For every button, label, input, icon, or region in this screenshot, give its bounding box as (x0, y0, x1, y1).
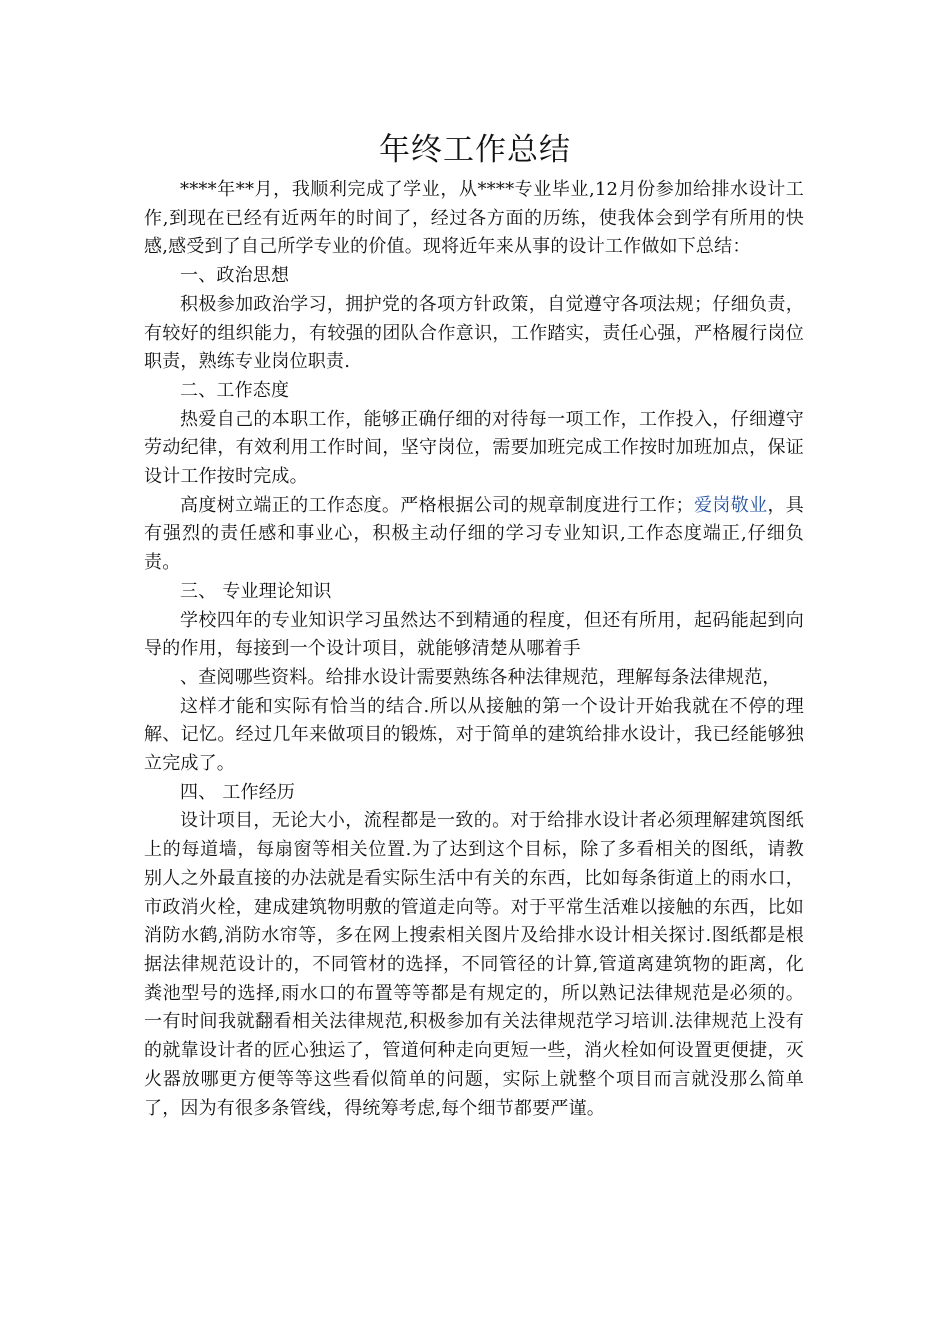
section-theory-paragraph-1: 学校四年的专业知识学习虽然达不到精通的程度，但还有所用，起码能起到向导的作用，每接到一个设计项目，就能够清楚从哪着手 (144, 609, 804, 660)
section-theory-paragraph-3: 这样才能和实际有恰当的结合.所以从接触的第一个设计开始我就在不停的理解、记忆。经过几年来做项目的锻炼，对于简单的建筑给排水设计，我已经能够独立完成了。 (144, 695, 804, 775)
dedication-link[interactable]: 爱岗敬业 (693, 494, 768, 516)
intro-paragraph: ****年**月，我顺利完成了学业，从****专业毕业,12月份参加给排水设计工作,到现在已经有近两年的时间了，经过各方面的历练，使我体会到学有所用的快感,感受到了自己所学专业的价值。现将近年来从事的设计工作做如下总结： (144, 179, 804, 258)
section-politics-paragraph: 积极参加政治学习，拥护党的各项方针政策，自觉遵守各项法规；仔细负责，有较好的组织能力，有较强的团队合作意识，工作踏实，责任心强，严格履行岗位职责，熟练专业岗位职责. (144, 293, 804, 373)
section-attitude-paragraph-2 (144, 492, 804, 578)
attitude-text-before-link: 高度树立端正的工作态度。严格根据公司的规章制度进行工作； (180, 494, 694, 516)
section-heading-politics: 一、政治思想 (180, 265, 290, 287)
document-body (144, 176, 804, 1123)
page-title: 年终工作总结 (379, 132, 571, 168)
section-heading-attitude: 二、工作态度 (180, 379, 290, 401)
section-attitude-paragraph-1: 热爱自己的本职工作，能够正确仔细的对待每一项工作，工作投入，仔细遵守劳动纪律，有效利用工作时间，坚守岗位，需要加班完成工作按时加班加点，保证设计工作按时完成。 (144, 408, 804, 488)
section-heading-experience: 四、 工作经历 (180, 781, 296, 803)
attitude-text-after-link: ，具有强烈的责任感和事业心，积极主动仔细的学习专业知识,工作态度端正,仔细负责。 (144, 494, 804, 574)
section-experience-paragraph: 设计项目，无论大小，流程都是一致的。对于给排水设计者必须理解建筑图纸上的每道墙，每扇窗等相关位置.为了达到这个目标，除了多看相关的图纸，请教别人之外最直接的办法就是看实际生活中有关的东西，比如每条街道上的雨水口，市政消火栓，建成建筑物明敷的管道走向等。对于平常生活难以接触的东西，比如消防水鹤,消防水帘等，多在网上搜索相关图片及给排水设计相关探讨.图纸都是根据法律规范设计的，不同管材的选择，不同管径的计算,管道离建筑物的距离，化粪池型号的选择,雨水口的布置等等都是有规定的，所以熟记法律规范是必须的。一有时间我就翻看相关法律规范,积极参加有关法律规范学习培训.法律规范上没有的就靠设计者的匠心独运了，管道何种走向更短一些，消火栓如何设置更便捷，灭火器放哪更方便等等这些看似简单的问题，实际上就整个项目而言就没那么简单了，因为有很多条管线，得统筹考虑,每个细节都要严谨。 (144, 810, 804, 1119)
section-heading-theory: 三、 专业理论知识 (180, 580, 332, 602)
section-theory-paragraph-2: 、查阅哪些资料。给排水设计需要熟练各种法律规范，理解每条法律规范， (180, 666, 781, 688)
